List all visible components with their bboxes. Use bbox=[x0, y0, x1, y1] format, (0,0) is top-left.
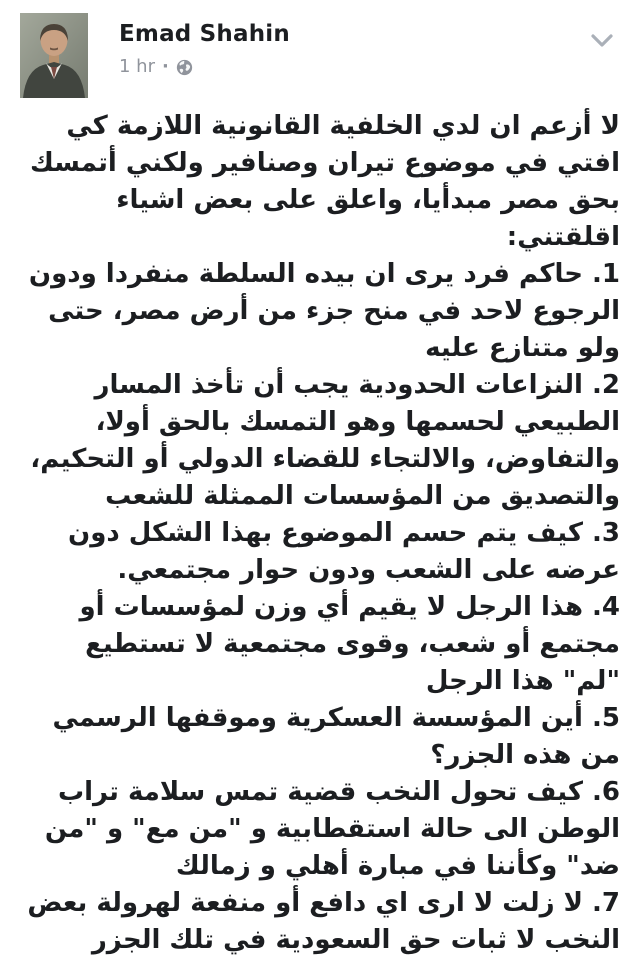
globe-icon bbox=[176, 59, 193, 76]
post-paragraph-3: 3. كيف يتم حسم الموضوع بهذا الشكل دون عرضه على الشعب ودون حوار مجتمعي. bbox=[68, 518, 620, 585]
profile-photo bbox=[20, 13, 88, 98]
chevron-down-icon[interactable] bbox=[590, 33, 614, 49]
post-paragraph-5: 5. أين المؤسسة العسكرية وموقفها الرسمي من هذه الجزر؟ bbox=[52, 703, 620, 770]
post-body bbox=[0, 108, 640, 959]
post-paragraph-4: 4. هذا الرجل لا يقيم أي وزن لمؤسسات أو مجتمع أو شعب، وقوى مجتمعية لا تستطيع "لم" هذا الرجل bbox=[79, 592, 620, 696]
author-name[interactable]: Emad Shahin bbox=[119, 21, 290, 47]
post-meta bbox=[119, 56, 290, 77]
post-paragraph-7: 7. لا زلت لا ارى اي دافع أو منفعة لهرولة بعض النخب لا ثبات حق السعودية في تلك الجزر bbox=[27, 888, 620, 955]
meta-separator: · bbox=[161, 56, 169, 78]
post-header bbox=[0, 0, 640, 103]
post-paragraph-6: 6. كيف تحول النخب قضية تمس سلامة تراب الوطن الى حالة استقطابية و "من مع" و "من ضد" وكأننا في مبارة أهلي و زمالك bbox=[44, 777, 620, 881]
post-paragraph-1: 1. حاكم فرد يرى ان بيده السلطة منفردا ودون الرجوع لاحد في منح جزء من أرض مصر، حتى ولو متنازع عليه bbox=[28, 259, 620, 363]
post-paragraph-2: 2. النزاعات الحدودية يجب أن تأخذ المسار الطبيعي لحسمها وهو التمسك بالحق أولا، والتفاوض، والالتجاء للقضاء الدولي أو التحكيم، والتصديق من المؤسسات الممثلة للشعب bbox=[30, 370, 620, 511]
timestamp[interactable]: 1 hr bbox=[119, 56, 155, 78]
header-text bbox=[119, 13, 290, 77]
post-paragraph-intro: لا أزعم ان لدي الخلفية القانونية اللازمة كي افتي في موضوع تيران وصنافير ولكني أتمسك بحق مصر مبدأيا، واعلق على بعض اشياء اقلقتني: bbox=[30, 111, 620, 252]
avatar[interactable] bbox=[20, 13, 88, 98]
